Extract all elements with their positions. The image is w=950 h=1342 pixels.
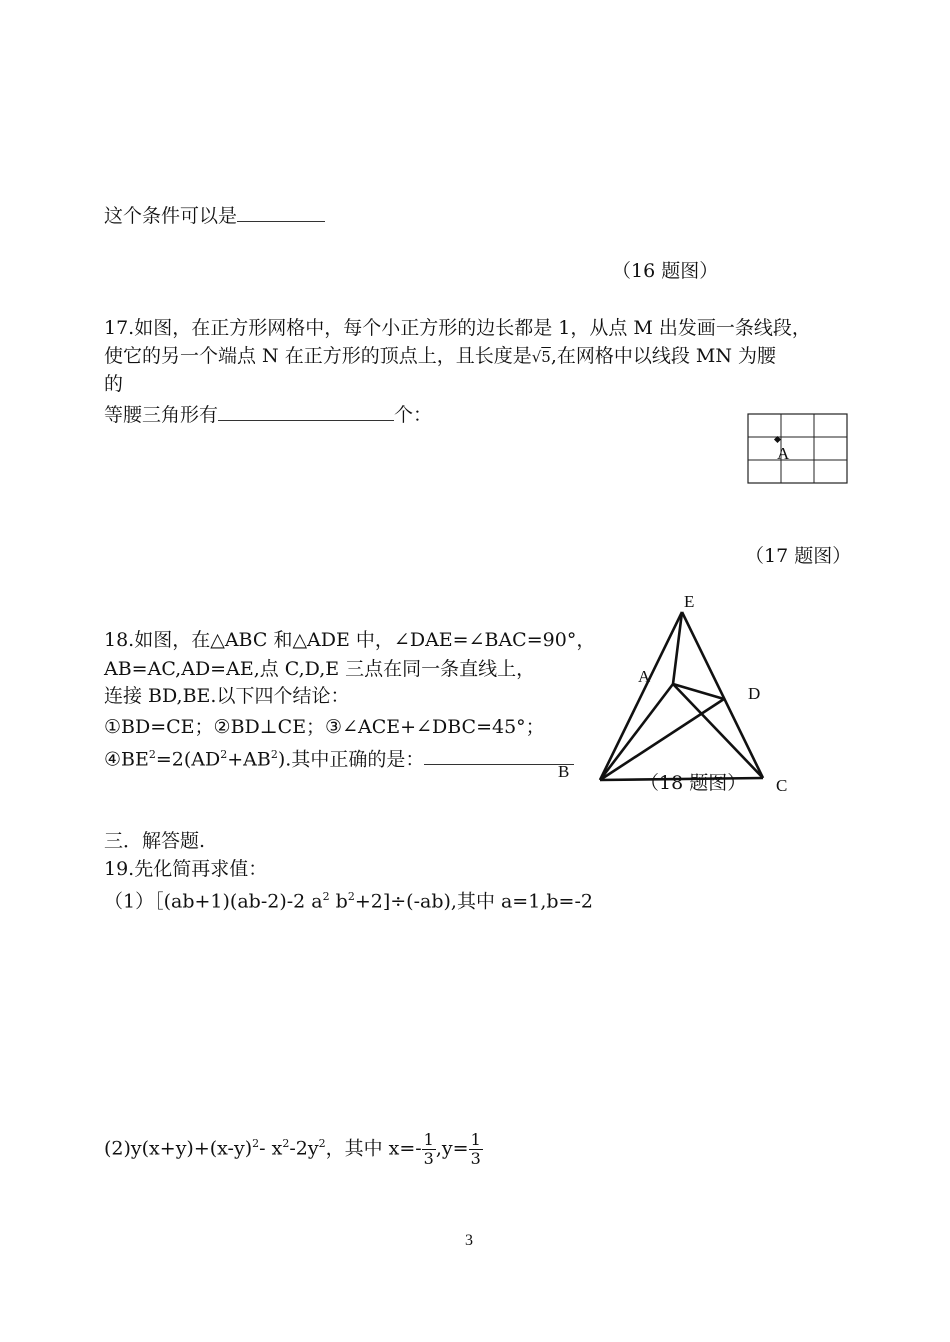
q18-line5-b: =2(AD xyxy=(155,748,221,771)
q19-part2-e: ,y= xyxy=(435,1137,469,1160)
segment-AB xyxy=(600,684,673,780)
sqrt-radicand: 5 xyxy=(541,348,551,366)
exponent: 2 xyxy=(148,748,156,761)
q18-line5-d: ).其中正确的是： xyxy=(277,748,425,771)
fraction-y xyxy=(469,1131,483,1168)
q19-part2-b: - x xyxy=(259,1137,283,1160)
q18-line2: AB=AC,AD=AE,点 C,D,E 三点在同一条直线上， xyxy=(104,658,536,680)
q16-fig-caption: （16 题图） xyxy=(612,260,719,282)
exponent: 2 xyxy=(270,748,278,761)
q17-line2 xyxy=(104,344,776,369)
q19-part1-a: （1）［(ab+1)(ab-2)-2 a xyxy=(104,890,323,913)
q17-line4 xyxy=(104,402,432,427)
fraction-denominator: 3 xyxy=(423,1148,434,1168)
q18-line4: ①BD=CE；②BD⊥CE；③∠ACE+∠DBC=45°； xyxy=(104,716,545,738)
q19-part2-a: (2)y(x+y)+(x-y) xyxy=(104,1137,253,1160)
q18-line5-a: ④BE xyxy=(104,748,149,771)
sqrt-sign: √ xyxy=(531,348,542,366)
q19-part1-c: +2]÷(-ab),其中 a=1,b=-2 xyxy=(354,890,593,913)
fraction-denominator: 3 xyxy=(470,1148,481,1168)
sqrt-symbol xyxy=(532,348,551,366)
q17-fig-caption: （17 题图） xyxy=(745,545,852,567)
q17-line1: 17.如图，在正方形网格中，每个小正方形的边长都是 1，从点 M 出发画一条线段， xyxy=(104,317,811,339)
q19-part2-c: -2y xyxy=(289,1137,319,1160)
vertex-label-B: B xyxy=(558,762,570,781)
q19-title: 19.先化简再求值： xyxy=(104,858,268,880)
q16-answer-blank xyxy=(237,203,325,222)
exponent: 2 xyxy=(347,890,355,903)
vertex-label-D: D xyxy=(748,684,761,703)
q16-tail-line xyxy=(104,203,325,228)
q19-part2 xyxy=(104,1124,483,1168)
segment-BE xyxy=(600,612,682,780)
grid-border xyxy=(748,414,847,483)
q18-fig-caption: （18 题图） xyxy=(640,772,747,794)
exponent: 2 xyxy=(220,748,228,761)
q18-line1: 18.如图，在△ABC 和△ADE 中，∠DAE=∠BAC=90°， xyxy=(104,629,596,651)
vertex-label-E: E xyxy=(684,592,695,611)
q17-grid-figure xyxy=(747,413,849,485)
q19-part2-d: ，其中 x=- xyxy=(325,1137,422,1160)
vertex-label-C: C xyxy=(776,776,788,795)
q17-answer-blank xyxy=(218,402,394,421)
q17-line4-text: 等腰三角形有 xyxy=(104,404,219,426)
section3-title: 三．解答题. xyxy=(104,830,206,852)
page-number: 3 xyxy=(465,1232,473,1249)
exponent: 2 xyxy=(318,1137,326,1150)
q18-answer-blank xyxy=(424,746,574,765)
fraction-numerator: 1 xyxy=(423,1129,434,1149)
q19-part1 xyxy=(104,885,593,913)
q18-line3: 连接 BD,BE.以下四个结论： xyxy=(104,685,350,707)
exponent: 2 xyxy=(252,1137,260,1150)
q18-line5 xyxy=(104,743,574,771)
exponent: 2 xyxy=(282,1137,290,1150)
fraction-x xyxy=(422,1131,436,1168)
q17-line2-tail: ,在网格中以线段 MN 为腰 xyxy=(550,345,777,367)
vertex-label-A: A xyxy=(638,667,651,686)
exponent: 2 xyxy=(322,890,330,903)
q18-line5-c: +AB xyxy=(227,748,271,771)
q16-tail-text: 这个条件可以是 xyxy=(104,205,238,227)
q17-line4-tail: 个： xyxy=(394,404,433,426)
grid-point-label: A xyxy=(777,444,790,463)
q17-line2-text: 使它的另一个端点 N 在正方形的顶点上，且长度是 xyxy=(104,345,532,367)
fraction-numerator: 1 xyxy=(470,1129,481,1149)
q17-line3: 的 xyxy=(104,373,124,395)
q19-part1-b: b xyxy=(329,890,348,913)
